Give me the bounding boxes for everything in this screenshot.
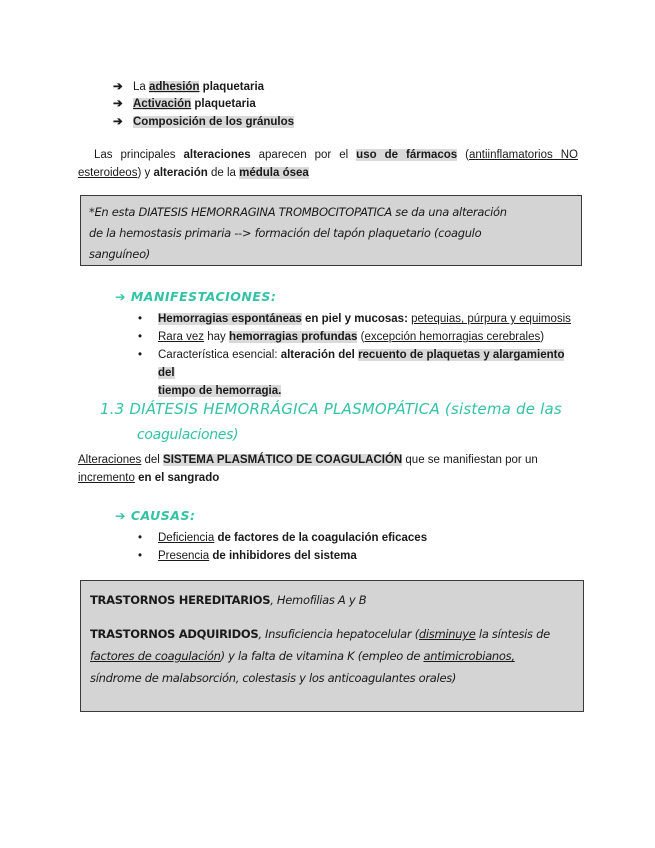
bullet-icon: • <box>138 313 143 325</box>
arrow-icon: ➔ <box>113 81 123 93</box>
list-item: • Característica esencial: alteración del recuento de plaquetas y alargamiento del tiempo de hemorragia. <box>138 346 578 400</box>
arrow-icon: ➔ <box>113 116 123 128</box>
list-item: • Deficiencia de factores de la coagulación eficaces <box>138 529 578 547</box>
arrow-icon: ➔ <box>113 98 123 110</box>
list-item: • Rara vez hay hemorragias profundas (excepción hemorragias cerebrales) <box>138 328 578 346</box>
note-line: factores de coagulación) y la falta de vitamina K (empleo de antimicrobianos, <box>90 649 515 663</box>
note-box <box>80 580 584 712</box>
note-line: síndrome de malabsorción, colestasis y los anticoagulantes orales) <box>90 671 457 685</box>
list-item: ➔ Composición de los gránulos <box>113 116 295 128</box>
section-title: ➔ MANIFESTACIONES: <box>115 289 277 304</box>
note-box <box>80 195 582 266</box>
note-line: TRASTORNOS ADQUIRIDOS, Insuficiencia hepatocelular (disminuye la síntesis de <box>90 627 550 641</box>
list-item: ➔ La adhesión plaquetaria <box>113 81 265 93</box>
paragraph: Alteraciones del SISTEMA PLASMÁTICO DE COAGULACIÓN que se manifiestan por un incremento en el sangrado <box>78 454 538 484</box>
list-item: • Presencia de inhibidores del sistema <box>138 547 578 565</box>
note-line: de la hemostasis primaria --> formación del tapón plaquetario (coagulo <box>89 226 482 240</box>
section-title: ➔ CAUSAS: <box>115 508 196 523</box>
note-line: *En esta DIATESIS HEMORRAGINA TROMBOCITOPATICA se da una alteración <box>89 205 507 219</box>
paragraph: Las principales alteraciones aparecen por el uso de fármacos (antiinflamatorios NO esteroideos) y alteración de la médula ósea <box>78 149 578 179</box>
list-item: • Hemorragias espontáneas en piel y mucosas: petequias, púrpura y equimosis <box>138 310 578 328</box>
bullet-icon: • <box>138 331 143 343</box>
list-item: ➔ Activación plaquetaria <box>113 98 256 110</box>
section-heading-cont: coagulaciones) <box>137 427 239 443</box>
note-line: sanguíneo) <box>89 247 150 261</box>
bullet-icon: • <box>138 349 143 361</box>
bullet-icon: • <box>138 550 143 562</box>
note-line: TRASTORNOS HEREDITARIOS, Hemofilias A y B <box>90 593 367 607</box>
section-heading: 1.3 DIÁTESIS HEMORRÁGICA PLASMOPÁTICA (sistema de las <box>100 400 562 418</box>
bullet-icon: • <box>138 532 143 544</box>
